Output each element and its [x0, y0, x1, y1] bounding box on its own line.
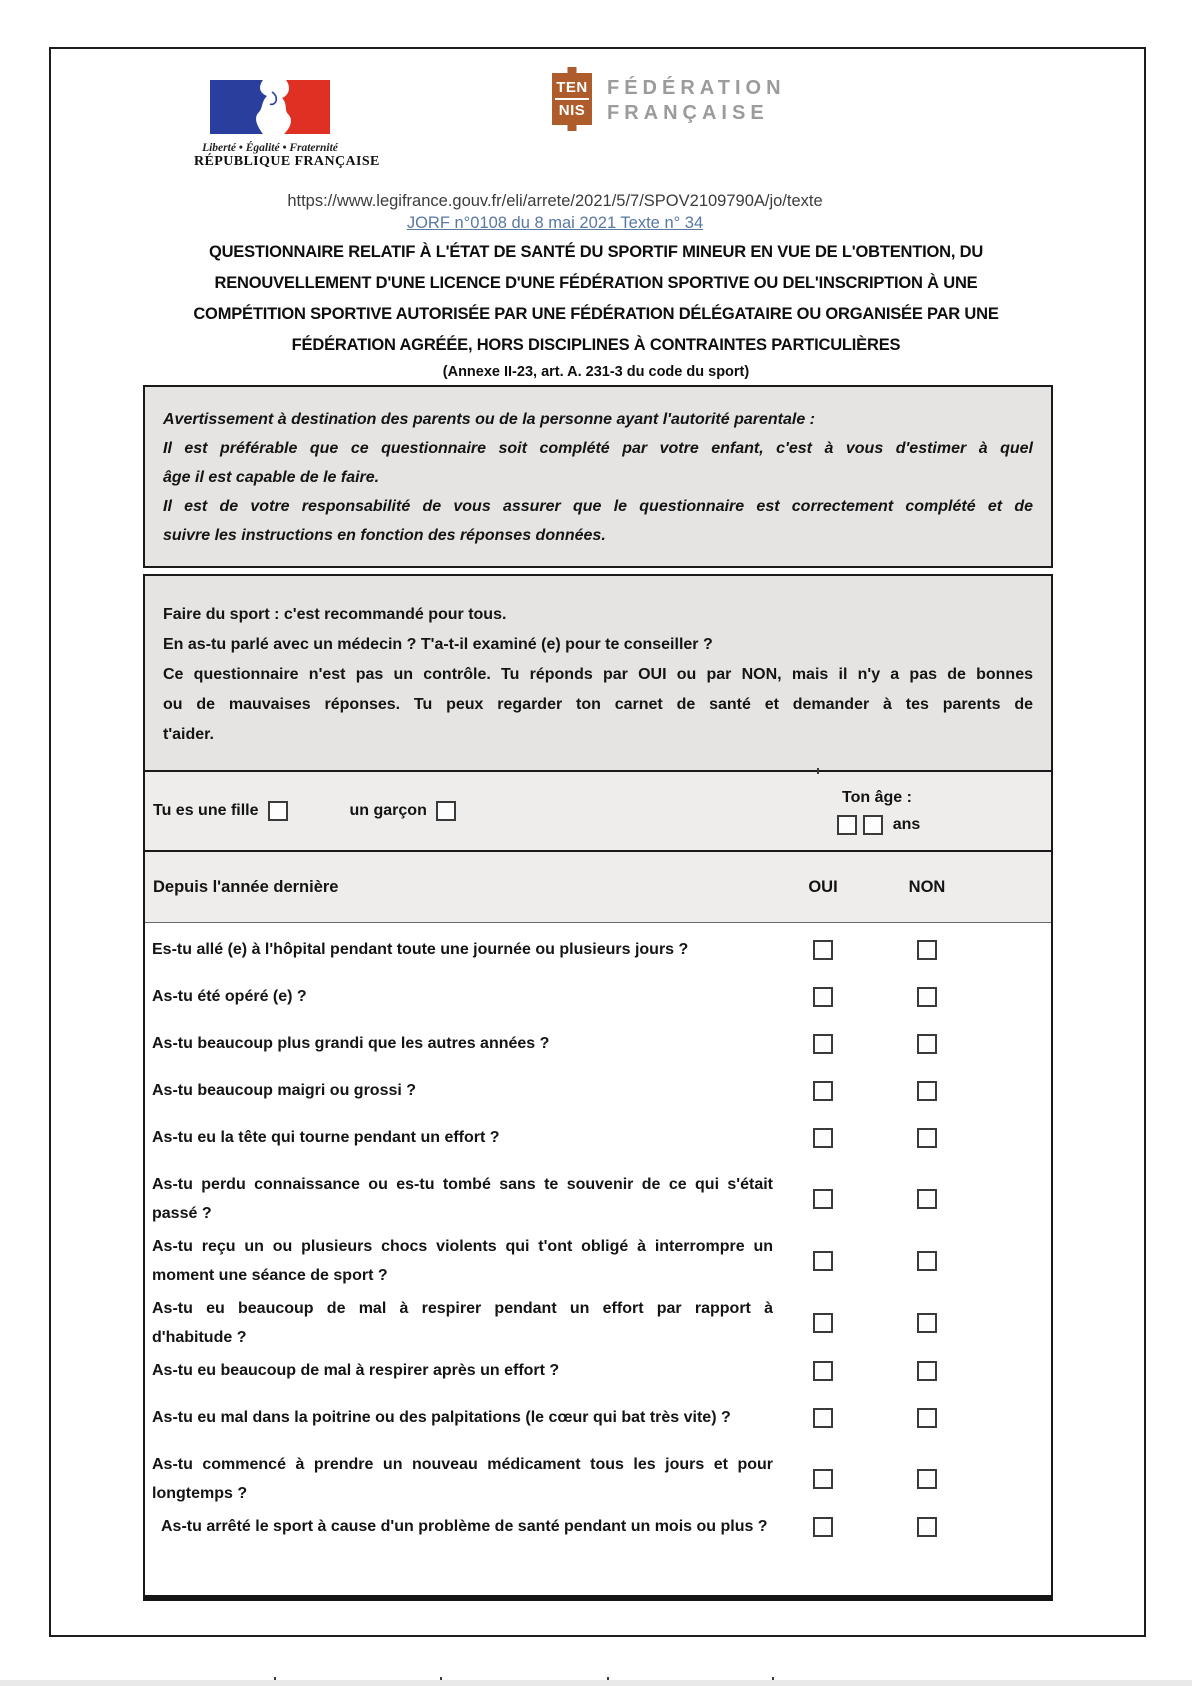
box-text-line: Il est préférable que ce questionnaire soit complété par votre enfant, c'est à vous d'estimer à quel — [163, 440, 1033, 457]
title-line: COMPÉTITION SPORTIVE AUTORISÉE PAR UNE FÉDÉRATION DÉLÉGATAIRE OU ORGANISÉE PAR UNE — [193, 305, 999, 323]
questionnaire-table — [143, 772, 1053, 1601]
marianne-flag-icon — [210, 80, 330, 134]
checkbox-age-digit[interactable] — [837, 815, 857, 835]
question-row — [145, 982, 1051, 1011]
question-text-line: As-tu arrêté le sport à cause d'un problème de santé pendant un mois ou plus ? — [161, 1518, 768, 1535]
box-text-line: Il est de votre responsabilité de vous assurer que le questionnaire est correctement complété et de — [163, 498, 1033, 515]
age-block — [773, 786, 981, 837]
fft-wordmark — [607, 76, 786, 126]
question-text-line: As-tu eu la tête qui tourne pendant un effort ? — [152, 1129, 500, 1146]
age-unit-label: ans — [892, 815, 921, 833]
fft-box-line1: TEN — [556, 79, 588, 96]
question-text-line: As-tu beaucoup plus grandi que les autres années ? — [152, 1035, 550, 1052]
checkbox-oui[interactable] — [813, 1081, 833, 1101]
document-subtitle: (Annexe II-23, art. A. 231-3 du code du sport) — [442, 364, 750, 380]
question-text — [145, 1029, 773, 1058]
box-text-line: Avertissement à destination des parents ou de la personne ayant l'autorité parentale : — [163, 411, 815, 428]
checkbox-oui[interactable] — [813, 1313, 833, 1333]
checkbox-oui[interactable] — [813, 1361, 833, 1381]
gender-selection — [145, 801, 773, 821]
checkbox-age-digit[interactable] — [863, 815, 883, 835]
source-block — [90, 190, 1020, 234]
checkbox-non[interactable] — [917, 1128, 937, 1148]
checkbox-non[interactable] — [917, 1517, 937, 1537]
checkbox-oui[interactable] — [813, 1189, 833, 1209]
boy-label: un garçon — [349, 802, 427, 819]
tennis-racket-grip-icon — [552, 73, 592, 125]
jorf-link[interactable]: JORF n°0108 du 8 mai 2021 Texte n° 34 — [406, 214, 704, 232]
title-line: RENOUVELLEMENT D'UNE LICENCE D'UNE FÉDÉRATION SPORTIVE OU DEL'INSCRIPTION À UNE — [214, 274, 978, 292]
checkbox-non[interactable] — [917, 1361, 937, 1381]
question-text-line: Es-tu allé (e) à l'hôpital pendant toute une journée ou plusieurs jours ? — [152, 941, 689, 958]
question-row — [145, 935, 1051, 964]
question-row — [145, 1294, 1051, 1352]
box-text-line: Ce questionnaire n'est pas un contrôle. Tu réponds par OUI ou par NON, mais il n'y a pas de bonnes — [163, 666, 1033, 683]
checkbox-oui[interactable] — [813, 1128, 833, 1148]
question-text-line: d'habitude ? — [152, 1329, 247, 1346]
republique-francaise-logo — [194, 80, 380, 170]
question-text — [145, 1512, 773, 1541]
age-label: Ton âge : — [842, 788, 912, 806]
questions-header-label: Depuis l'année dernière — [153, 877, 339, 896]
checkbox-oui[interactable] — [813, 1517, 833, 1537]
question-text — [145, 935, 773, 964]
question-text-line: As-tu eu beaucoup de mal à respirer pendant un effort par rapport à — [152, 1300, 773, 1317]
question-text-line: As-tu reçu un ou plusieurs chocs violents qui t'ont obligé à interrompre un — [152, 1238, 773, 1255]
question-text-line: passé ? — [152, 1205, 212, 1222]
box-text-line: suivre les instructions en fonction des réponses données. — [163, 527, 606, 544]
checkbox-non[interactable] — [917, 1313, 937, 1333]
fft-wordmark-line1: FÉDÉRATION — [607, 77, 786, 99]
question-text — [145, 1450, 773, 1508]
checkbox-oui[interactable] — [813, 1408, 833, 1428]
box-text-line: t'aider. — [163, 726, 214, 743]
rf-motto: Liberté • Égalité • Fraternité — [202, 142, 338, 154]
question-text-line: As-tu eu mal dans la poitrine ou des palpitations (le cœur qui bat très vite) ? — [152, 1409, 731, 1426]
title-line: QUESTIONNAIRE RELATIF À L'ÉTAT DE SANTÉ DU SPORTIF MINEUR EN VUE DE L'OBTENTION, DU — [208, 243, 984, 261]
question-row — [145, 1403, 1051, 1432]
checkbox-boy[interactable] — [436, 801, 456, 821]
column-tick-mark — [817, 768, 819, 774]
no-column-header: NON — [908, 877, 946, 896]
question-text-line: As-tu eu beaucoup de mal à respirer après un effort ? — [152, 1362, 560, 1379]
title-line: FÉDÉRATION AGRÉÉE, HORS DISCIPLINES À CONTRAINTES PARTICULIÈRES — [291, 336, 901, 354]
question-text-line: As-tu beaucoup maigri ou grossi ? — [152, 1082, 417, 1099]
checkbox-oui[interactable] — [813, 1034, 833, 1054]
question-text-line: As-tu commencé à prendre un nouveau médicament tous les jours et pour — [152, 1456, 773, 1473]
identity-row — [145, 772, 1051, 852]
checkbox-oui[interactable] — [813, 1251, 833, 1271]
fft-box-divider — [555, 98, 589, 100]
checkbox-oui[interactable] — [813, 1469, 833, 1489]
question-row — [145, 1356, 1051, 1385]
question-text-line: longtemps ? — [152, 1485, 248, 1502]
legifrance-url: https://www.legifrance.gouv.fr/eli/arrete/2021/5/7/SPOV2109790A/jo/texte — [287, 192, 823, 210]
question-text — [145, 1356, 773, 1385]
questions-list — [145, 923, 1051, 1541]
box-text-line: âge il est capable de le faire. — [163, 469, 380, 486]
rf-name: RÉPUBLIQUE FRANÇAISE — [194, 154, 380, 169]
box-text-line: Faire du sport : c'est recommandé pour tous. — [163, 606, 507, 623]
question-text-line: As-tu été opéré (e) ? — [152, 988, 307, 1005]
federation-francaise-tennis-logo — [552, 73, 786, 125]
question-text — [145, 1076, 773, 1105]
question-row — [145, 1170, 1051, 1228]
checkbox-non[interactable] — [917, 1251, 937, 1271]
question-row — [145, 1076, 1051, 1105]
checkbox-non[interactable] — [917, 987, 937, 1007]
question-text — [145, 1294, 773, 1352]
age-checkboxes — [773, 813, 981, 837]
box-text-line: En as-tu parlé avec un médecin ? T'a-t-il examiné (e) pour te conseiller ? — [163, 636, 713, 653]
question-row — [145, 1123, 1051, 1152]
question-row — [145, 1029, 1051, 1058]
question-text — [145, 982, 773, 1011]
checkbox-non[interactable] — [917, 940, 937, 960]
checkbox-non[interactable] — [917, 1189, 937, 1209]
checkbox-non[interactable] — [917, 1081, 937, 1101]
fft-wordmark-line2: FRANÇAISE — [607, 102, 769, 124]
checkbox-non[interactable] — [917, 1408, 937, 1428]
question-text — [145, 1403, 773, 1432]
question-row — [145, 1232, 1051, 1290]
checkbox-non[interactable] — [917, 1034, 937, 1054]
question-text — [145, 1123, 773, 1152]
question-text-line: As-tu perdu connaissance ou es-tu tombé sans te souvenir de ce qui s'était — [152, 1176, 773, 1193]
box-text-line: ou de mauvaises réponses. Tu peux regarder ton carnet de santé et demander à tes parents de — [163, 696, 1033, 713]
fft-box-line2: NIS — [558, 102, 586, 119]
checkbox-non[interactable] — [917, 1469, 937, 1489]
questions-header-row — [145, 852, 1051, 923]
document-title — [118, 237, 1074, 382]
question-row — [145, 1450, 1051, 1508]
question-row — [145, 1512, 1051, 1541]
checkbox-oui[interactable] — [813, 940, 833, 960]
checkbox-oui[interactable] — [813, 987, 833, 1007]
sport-info-box — [143, 574, 1053, 772]
page-edge-strip — [0, 1680, 1192, 1686]
question-text-line: moment une séance de sport ? — [152, 1267, 388, 1284]
question-text — [145, 1232, 773, 1290]
yes-column-header: OUI — [808, 877, 838, 896]
checkbox-girl[interactable] — [268, 801, 288, 821]
girl-label: Tu es une fille — [153, 802, 259, 819]
warning-parents-box — [143, 385, 1053, 568]
question-text — [145, 1170, 773, 1228]
